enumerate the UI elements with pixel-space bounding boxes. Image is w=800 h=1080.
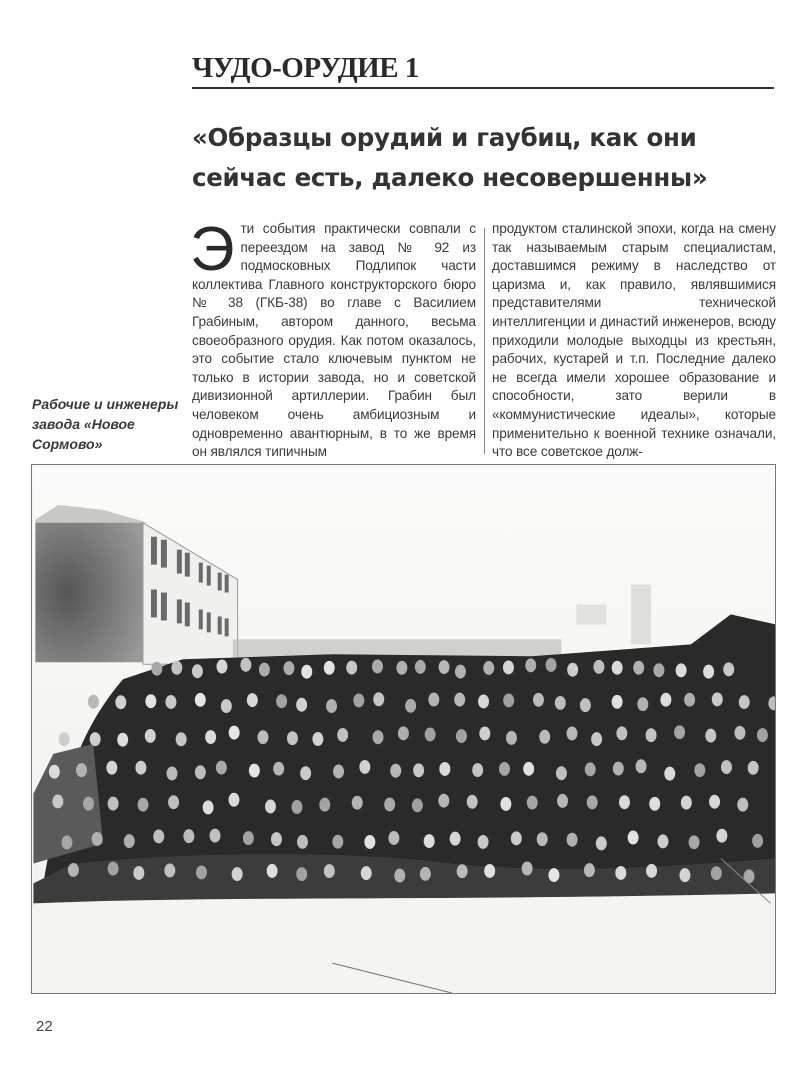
face [567,726,578,740]
face [296,867,307,881]
face [619,795,630,809]
face [612,661,623,675]
face [297,835,308,849]
face [567,663,578,677]
face [653,663,664,677]
face [716,829,727,843]
face [271,832,282,846]
face [584,863,595,877]
face [259,663,270,677]
face [527,796,538,810]
face [593,660,604,674]
face [438,794,449,808]
face [511,831,522,845]
face [676,663,687,677]
face [361,866,372,880]
face [456,729,467,743]
article-column-left [190,215,476,462]
face [591,732,602,746]
face [106,761,117,775]
face [703,665,714,679]
face [384,798,395,812]
face [424,834,435,848]
face [580,698,591,712]
face [287,731,298,745]
face [705,729,716,743]
face [415,660,426,674]
face [153,829,164,843]
face [229,726,240,740]
face [240,658,251,672]
face [467,795,478,809]
face [333,765,344,779]
column-right-text: продуктом сталинской эпохи, когда на смену так называемым старым специалистам, доставшимся режиму в наследство от царизма и, как правило, являвшимися представителями технической интеллигенции и династий инженеров, всюду приходили молодые выходцы из крестьян, рабочих, кустарей и т.п. Последние далеко не всегда имели хорошее образование и способности, зато верили в «коммунистические идеалы», которые применительно к военной технике означали, что все советское долж- [492,221,776,460]
face [712,692,723,706]
face [649,797,660,811]
face [413,763,424,777]
face [522,862,533,876]
face [587,795,598,809]
face [596,836,607,850]
face [373,730,384,744]
face [364,835,375,849]
face [68,863,79,877]
face [455,665,466,679]
face [195,693,206,707]
page-number: 22 [36,1018,53,1035]
title-rule [192,87,774,89]
face [567,833,578,847]
face [499,762,510,776]
face [52,794,63,808]
face [484,864,495,878]
face [660,693,671,707]
face [721,760,732,774]
face [737,798,748,812]
face [439,660,450,674]
face [76,763,87,777]
face [457,864,468,878]
face [646,864,657,878]
face [249,764,260,778]
face [506,731,517,745]
face [337,728,348,742]
face [283,661,294,675]
face [555,696,566,710]
face [352,796,363,810]
face [216,761,227,775]
section-title: ЧУДО-ОРУДИЕ 1 [192,52,419,84]
face [679,868,690,882]
face [744,869,755,883]
face [681,796,692,810]
face [711,866,722,880]
face [301,665,312,679]
face [752,834,763,848]
face [312,732,323,746]
face [557,794,568,808]
face [138,798,149,812]
article-headline: «Образцы орудий и гаубиц, как они сейчас есть, далеко несовершенны» [192,123,708,192]
face [151,662,162,676]
photo-caption: Рабочие и инженеры завода «Новое Сормово» [32,396,179,452]
face [748,761,759,775]
face [243,831,254,845]
face [439,762,450,776]
article-column-right [492,220,776,462]
face [637,697,648,711]
drop-cap: Э [190,215,235,284]
face [734,726,745,740]
face [210,829,221,843]
face [135,761,146,775]
face [388,831,399,845]
face [533,693,544,707]
face [324,864,335,878]
face [90,732,101,746]
face [483,661,494,675]
face [615,866,626,880]
face [398,726,409,740]
face [133,866,144,880]
face [49,765,60,779]
face [646,728,657,742]
face [192,664,203,678]
group-photo-illustration [32,465,776,994]
face [165,695,176,709]
face [196,865,207,879]
face [273,762,284,776]
column-divider [484,228,485,454]
face [428,693,439,707]
face [694,763,705,777]
face [636,759,647,773]
face [425,728,436,742]
face [372,660,383,674]
face [229,793,240,807]
face [394,869,405,883]
face [124,834,135,848]
photo-ground [33,893,775,994]
face [115,695,126,709]
face [117,733,128,747]
face [523,762,534,776]
face [332,835,343,849]
face [478,835,489,849]
face [108,862,119,876]
face [267,864,278,878]
face [61,836,72,850]
face [145,694,156,708]
face [539,730,550,744]
face [346,661,357,675]
face [689,835,700,849]
face [757,728,768,742]
face [195,765,206,779]
face [390,764,401,778]
face [420,867,431,881]
face [585,762,596,776]
face [709,795,720,809]
face [203,800,214,814]
face [723,662,734,676]
face [59,732,70,746]
face [326,699,337,713]
face [500,797,511,811]
face [450,832,461,846]
face [612,695,623,709]
face [265,800,276,814]
face [412,798,423,812]
face [300,766,311,780]
face [183,829,194,843]
face [546,658,557,672]
face [472,763,483,777]
face [396,661,407,675]
face [168,795,179,809]
face [537,832,548,846]
face [232,867,243,881]
face [92,832,103,846]
face [257,730,268,744]
face [503,693,514,707]
face [83,797,94,811]
face [613,762,624,776]
column-left-text: ти события практически совпали с переездом на завод № 92 из подмосковных Подлипок части коллектива Главного конструкторского бюро № 38 (ГКБ-38) во главе с Василием Грабиным, автором данного, весьма своеобразного орудия. Как потом оказалось, это событие стало ключевым пунктом не только в истории завода, но и советской дивизионной артиллерии. Грабин был человеком очень амбициозным и одновременно авантюрным, в то же время он являлся типичным [192,221,476,460]
face [176,732,187,746]
face [664,767,675,781]
face [88,695,99,709]
face [145,729,156,743]
face [478,695,489,709]
group-photo [31,464,776,994]
face [171,661,182,675]
face [684,693,695,707]
face [319,798,330,812]
face [276,694,287,708]
face [479,726,490,740]
face [739,695,750,709]
face [353,693,364,707]
face [247,693,258,707]
face [296,698,307,712]
face [324,661,335,675]
face [674,725,685,739]
face [628,831,639,845]
face [657,834,668,848]
face [205,730,216,744]
face [503,660,514,674]
face [373,692,384,706]
face [291,800,302,814]
face [454,693,465,707]
face [216,660,227,674]
face [108,797,119,811]
face [164,864,175,878]
face [616,726,627,740]
face [166,766,177,780]
face [221,699,232,713]
face [359,760,370,774]
face [633,661,644,675]
face [525,658,536,672]
face [548,868,559,882]
face [556,766,567,780]
face [405,699,416,713]
